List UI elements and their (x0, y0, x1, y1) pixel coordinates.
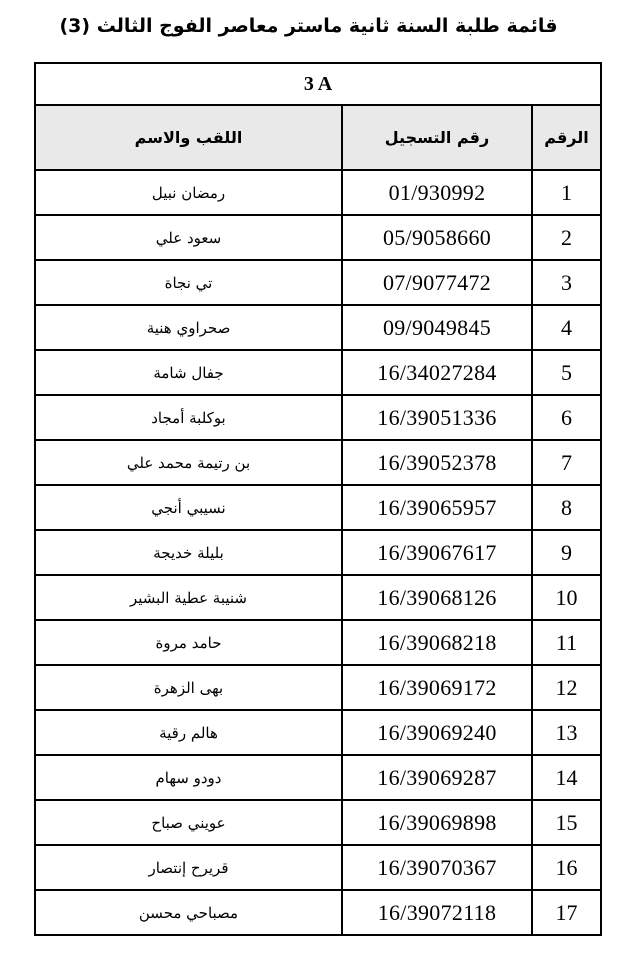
student-name-cell: شنيبة عطية البشير (35, 575, 342, 620)
registration-number-cell: 16/39069287 (342, 755, 532, 800)
student-name-cell: قريرح إنتصار (35, 845, 342, 890)
table-row (35, 710, 601, 755)
student-name-cell: صحراوي هنية (35, 305, 342, 350)
row-number-cell: 13 (532, 710, 601, 755)
student-name-cell: نسيبي أنجي (35, 485, 342, 530)
row-number-cell: 1 (532, 170, 601, 215)
table-row (35, 170, 601, 215)
student-name-cell: عويني صباح (35, 800, 342, 845)
table-row (35, 440, 601, 485)
table-row (35, 890, 601, 935)
row-number-cell: 4 (532, 305, 601, 350)
row-number-cell: 9 (532, 530, 601, 575)
registration-number-cell: 16/34027284 (342, 350, 532, 395)
student-name-cell: حامد مروة (35, 620, 342, 665)
column-header-name: اللقب والاسم (35, 105, 342, 170)
row-number-cell: 15 (532, 800, 601, 845)
row-number-cell: 16 (532, 845, 601, 890)
row-number-cell: 8 (532, 485, 601, 530)
table-row (35, 260, 601, 305)
student-name-cell: جفال شامة (35, 350, 342, 395)
student-name-cell: دودو سهام (35, 755, 342, 800)
row-number-cell: 6 (532, 395, 601, 440)
registration-number-cell: 16/39065957 (342, 485, 532, 530)
registration-number-cell: 16/39052378 (342, 440, 532, 485)
student-roster-table (34, 62, 602, 936)
registration-number-cell: 16/39069172 (342, 665, 532, 710)
page-title: قائمة طلبة السنة ثانية ماستر معاصر الفوج الثالث (3) (59, 15, 558, 37)
row-number-cell: 14 (532, 755, 601, 800)
row-number-cell: 5 (532, 350, 601, 395)
registration-number-cell: 05/9058660 (342, 215, 532, 260)
table-row (35, 665, 601, 710)
table-row (35, 215, 601, 260)
student-name-cell: هالم رقية (35, 710, 342, 755)
registration-number-cell: 07/9077472 (342, 260, 532, 305)
table-row (35, 350, 601, 395)
row-number-cell: 11 (532, 620, 601, 665)
table-row (35, 575, 601, 620)
table-row (35, 485, 601, 530)
table-body (35, 170, 601, 935)
row-number-cell: 17 (532, 890, 601, 935)
table-row (35, 395, 601, 440)
table-row (35, 845, 601, 890)
row-number-cell: 3 (532, 260, 601, 305)
registration-number-cell: 09/9049845 (342, 305, 532, 350)
student-name-cell: بهى الزهرة (35, 665, 342, 710)
table-row (35, 530, 601, 575)
student-name-cell: بليلة خديجة (35, 530, 342, 575)
registration-number-cell: 16/39051336 (342, 395, 532, 440)
registration-number-cell: 16/39070367 (342, 845, 532, 890)
student-name-cell: تي نجاة (35, 260, 342, 305)
column-header-registration: رقم التسجيل (342, 105, 532, 170)
student-name-cell: بن رتيمة محمد علي (35, 440, 342, 485)
registration-number-cell: 16/39072118 (342, 890, 532, 935)
table-row (35, 620, 601, 665)
registration-number-cell: 16/39069240 (342, 710, 532, 755)
registration-number-cell: 01/930992 (342, 170, 532, 215)
student-name-cell: سعود علي (35, 215, 342, 260)
registration-number-cell: 16/39067617 (342, 530, 532, 575)
registration-number-cell: 16/39069898 (342, 800, 532, 845)
group-row (35, 63, 601, 105)
student-name-cell: رمضان نبيل (35, 170, 342, 215)
registration-number-cell: 16/39068218 (342, 620, 532, 665)
student-name-cell: بوكلبة أمجاد (35, 395, 342, 440)
row-number-cell: 7 (532, 440, 601, 485)
header-row (35, 105, 601, 170)
student-name-cell: مصباحي محسن (35, 890, 342, 935)
table-row (35, 305, 601, 350)
column-header-number: الرقم (532, 105, 601, 170)
row-number-cell: 2 (532, 215, 601, 260)
registration-number-cell: 16/39068126 (342, 575, 532, 620)
row-number-cell: 12 (532, 665, 601, 710)
row-number-cell: 10 (532, 575, 601, 620)
table-row (35, 800, 601, 845)
table-row (35, 755, 601, 800)
group-label: 3 A (35, 63, 601, 105)
